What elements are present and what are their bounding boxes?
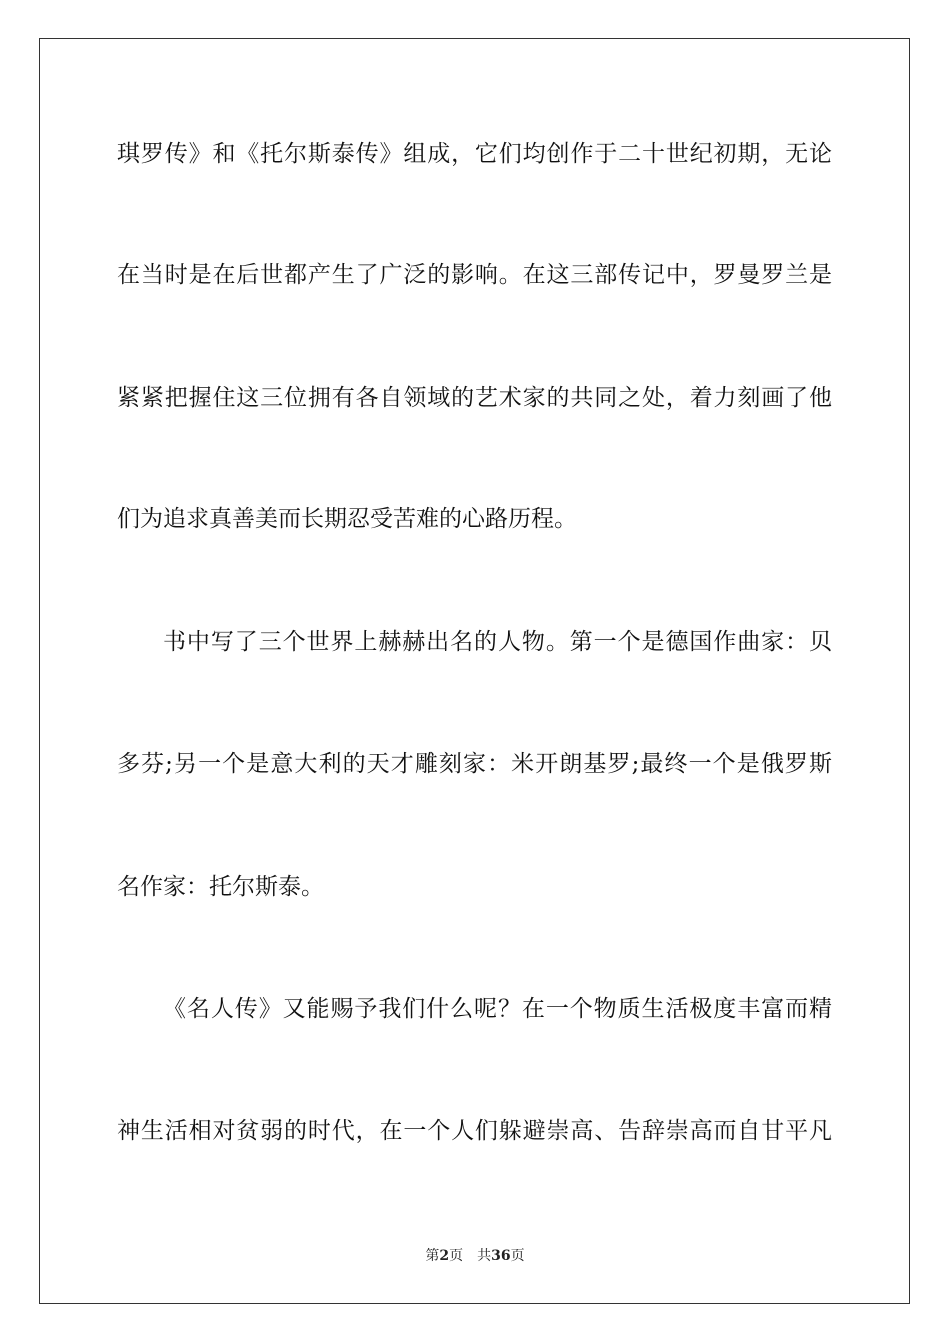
text-line-4: 们为追求真善美而长期忍受苦难的心路历程。	[117, 506, 577, 532]
page-border	[39, 38, 910, 1304]
page-footer	[0, 1246, 950, 1266]
text-line-9: 神生活相对贫弱的时代，在一个人们躲避崇高、告辞崇高而自甘平凡	[117, 1118, 832, 1144]
page-number: 2	[439, 1248, 450, 1264]
text-line-7: 名作家：托尔斯泰。	[117, 874, 324, 900]
total-pages: 36	[491, 1248, 511, 1264]
text-line-3: 紧紧把握住这三位拥有各自领域的艺术家的共同之处，着力刻画了他	[117, 385, 832, 411]
total-suffix: 页	[510, 1248, 525, 1264]
text-line-1: 琪罗传》和《托尔斯泰传》组成，它们均创作于二十世纪初期，无论	[117, 141, 832, 167]
text-line-6: 多芬;另一个是意大利的天才雕刻家：米开朗基罗;最终一个是俄罗斯	[117, 751, 832, 777]
page-suffix: 页	[449, 1248, 464, 1264]
total-prefix: 共	[477, 1248, 492, 1264]
text-line-5: 书中写了三个世界上赫赫出名的人物。第一个是德国作曲家：贝	[163, 629, 832, 655]
page-prefix: 第	[425, 1248, 440, 1264]
text-line-2: 在当时是在后世都产生了广泛的影响。在这三部传记中，罗曼罗兰是	[117, 262, 832, 288]
text-line-8: 《名人传》又能赐予我们什么呢？在一个物质生活极度丰富而精	[163, 996, 832, 1022]
